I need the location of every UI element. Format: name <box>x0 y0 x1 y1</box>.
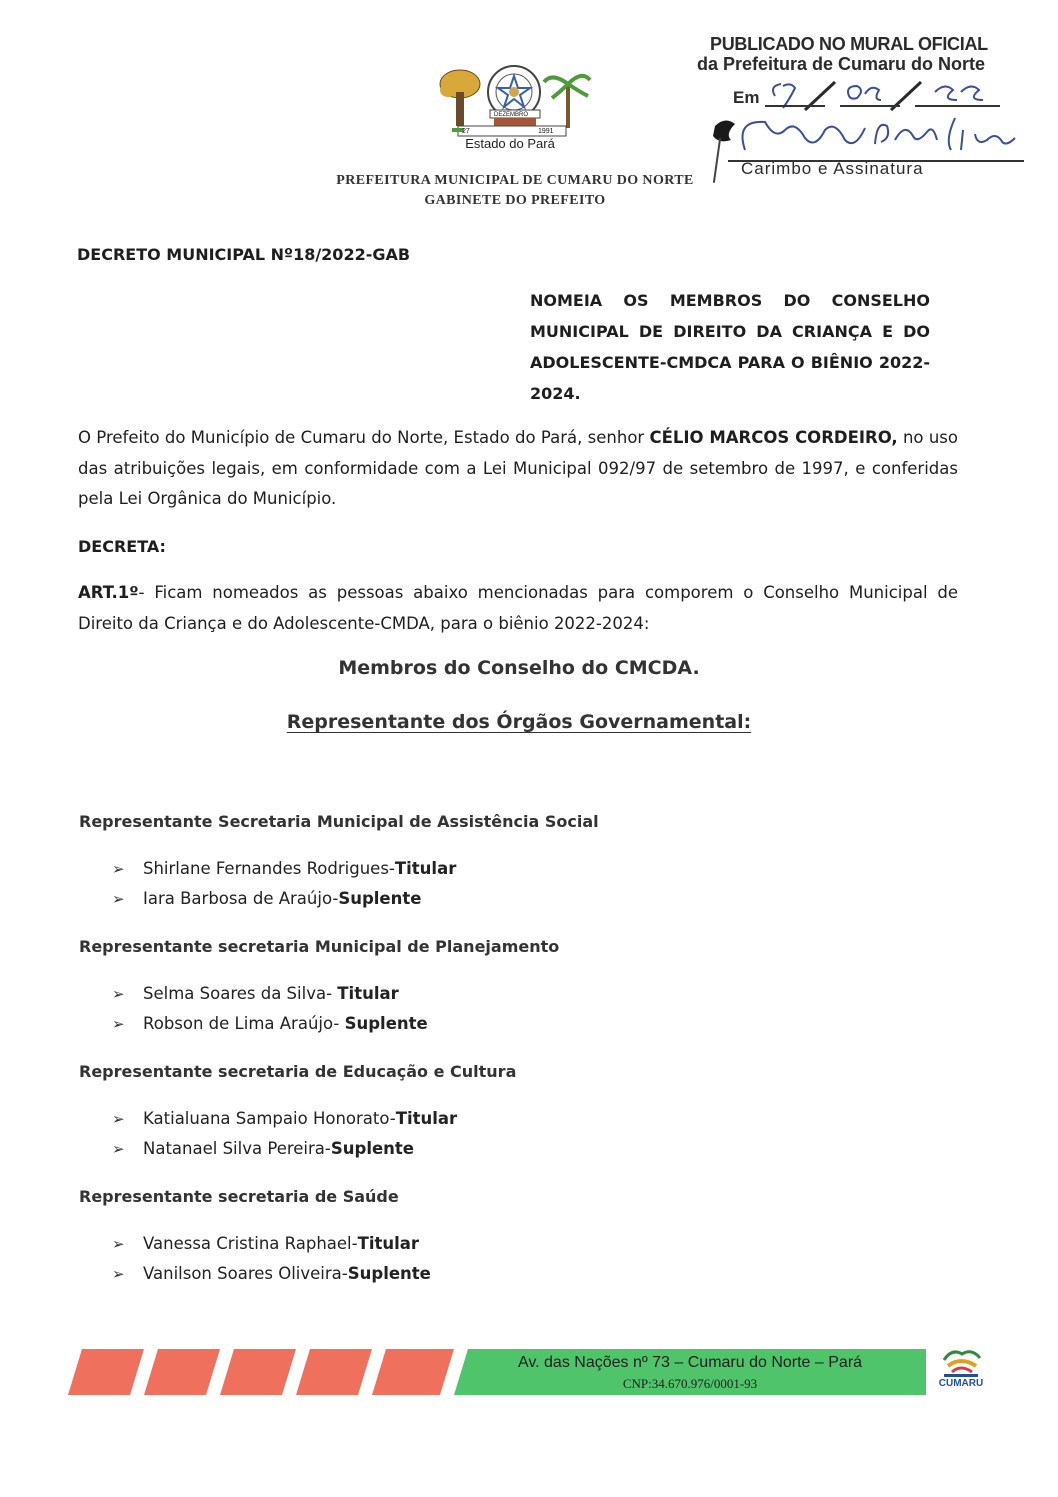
stamp-caption: Carimbo e Assinatura <box>741 159 924 178</box>
section-heading: Representante secretaria de Saúde <box>79 1187 399 1206</box>
member-role: Suplente <box>344 1014 428 1033</box>
article-1-text: - Ficam nomeados as pessoas abaixo mencionadas para comporem o Conselho Municipal de Direito da Criança e do Adolescente-CMDA, para o biênio 2022-2024: <box>78 583 958 633</box>
member-name: Selma Soares da Silva- <box>143 984 338 1003</box>
arrow-bullet-icon: ➢ <box>112 985 125 1003</box>
arrow-bullet-icon: ➢ <box>112 860 125 878</box>
member-role: Titular <box>337 984 399 1003</box>
member-item <box>112 1234 419 1253</box>
handwritten-date <box>765 74 1015 114</box>
member-name: Vanilson Soares Oliveira- <box>143 1264 348 1283</box>
section-heading: Representante secretaria de Educação e Cultura <box>79 1062 517 1081</box>
letterhead-municipality: PREFEITURA MUNICIPAL DE CUMARU DO NORTE <box>336 173 694 188</box>
arrow-bullet-icon: ➢ <box>112 1110 125 1128</box>
member-item <box>112 859 456 878</box>
arrow-bullet-icon: ➢ <box>112 1140 125 1158</box>
arrow-bullet-icon: ➢ <box>112 890 125 908</box>
mayor-name: CÉLIO MARCOS CORDEIRO, <box>649 428 898 447</box>
preamble-text-start: O Prefeito do Município de Cumaru do Norte, Estado do Pará, senhor <box>78 428 650 447</box>
arrow-bullet-icon: ➢ <box>112 1235 125 1253</box>
member-role: Titular <box>395 1109 458 1128</box>
member-name: Robson de Lima Araújo- <box>143 1014 345 1033</box>
crest-month: DEZEMBRO <box>494 112 529 118</box>
member-name: Katialuana Sampaio Honorato- <box>143 1109 396 1128</box>
member-item <box>112 1139 414 1158</box>
article-1-label: ART.1º <box>78 583 139 602</box>
governmental-representatives-title: Representante dos Órgãos Governamental: <box>286 711 752 733</box>
stamp-subtitle: da Prefeitura de Cumaru do Norte <box>697 54 986 74</box>
footer-red-segment <box>68 1349 144 1395</box>
member-name: Shirlane Fernandes Rodrigues- <box>143 859 395 878</box>
letterhead-office: GABINETE DO PREFEITO <box>424 193 606 208</box>
arrow-bullet-icon: ➢ <box>112 1265 125 1283</box>
member-item <box>112 1264 431 1283</box>
handwritten-signature <box>705 110 1025 160</box>
arrow-bullet-icon: ➢ <box>112 1015 125 1033</box>
stamp-date-label: Em <box>733 88 760 107</box>
member-name: Vanessa Cristina Raphael- <box>143 1234 358 1253</box>
section-heading: Representante Secretaria Municipal de Assistência Social <box>79 812 599 831</box>
member-name: Natanael Silva Pereira- <box>143 1139 331 1158</box>
footer-address: Av. das Nações nº 73 – Cumaru do Norte – Pará <box>517 1354 863 1371</box>
member-item <box>112 1014 428 1033</box>
member-role: Suplente <box>330 1139 414 1158</box>
crest-day: 27 <box>462 128 470 135</box>
council-members-title: Membros do Conselho do CMCDA. <box>338 657 700 679</box>
member-role: Titular <box>394 859 457 878</box>
decree-preamble <box>78 423 958 515</box>
article-1 <box>78 578 958 639</box>
crest-year: 1991 <box>538 128 554 135</box>
footer-red-segment <box>220 1349 296 1395</box>
preamble-text-end: no uso das atribuições legais, em conformidade com a Lei Municipal 092/97 de setembro de 1997, e conferidas pela Lei Orgânica do Município. <box>78 428 958 508</box>
footer-red-segment <box>144 1349 220 1395</box>
member-role: Titular <box>357 1234 420 1253</box>
member-name: Iara Barbosa de Araújo- <box>143 889 339 908</box>
footer-logo-text: CUMARU <box>938 1378 984 1389</box>
crest-caption: Estado do Pará <box>465 136 555 151</box>
member-item <box>112 1109 457 1128</box>
stamp-title: PUBLICADO NO MURAL OFICIAL <box>710 34 988 54</box>
member-role: Suplente <box>347 1264 431 1283</box>
member-role: Suplente <box>338 889 422 908</box>
footer-red-segment <box>296 1349 372 1395</box>
decree-summary: NOMEIA OS MEMBROS DO CONSELHO MUNICIPAL DE DIREITO DA CRIANÇA E DO ADOLESCENTE-CMDCA PARA O BIÊNIO 2022-2024. <box>530 291 930 403</box>
decree-number: DECRETO MUNICIPAL Nº18/2022-GAB <box>77 245 411 264</box>
footer-red-segment <box>372 1349 454 1395</box>
decreta-heading: DECRETA: <box>78 537 166 556</box>
footer-cnpj: CNP:34.670.976/0001-93 <box>622 1376 758 1391</box>
member-item <box>112 889 421 908</box>
member-item <box>112 984 399 1003</box>
section-heading: Representante secretaria Municipal de Planejamento <box>79 937 560 956</box>
